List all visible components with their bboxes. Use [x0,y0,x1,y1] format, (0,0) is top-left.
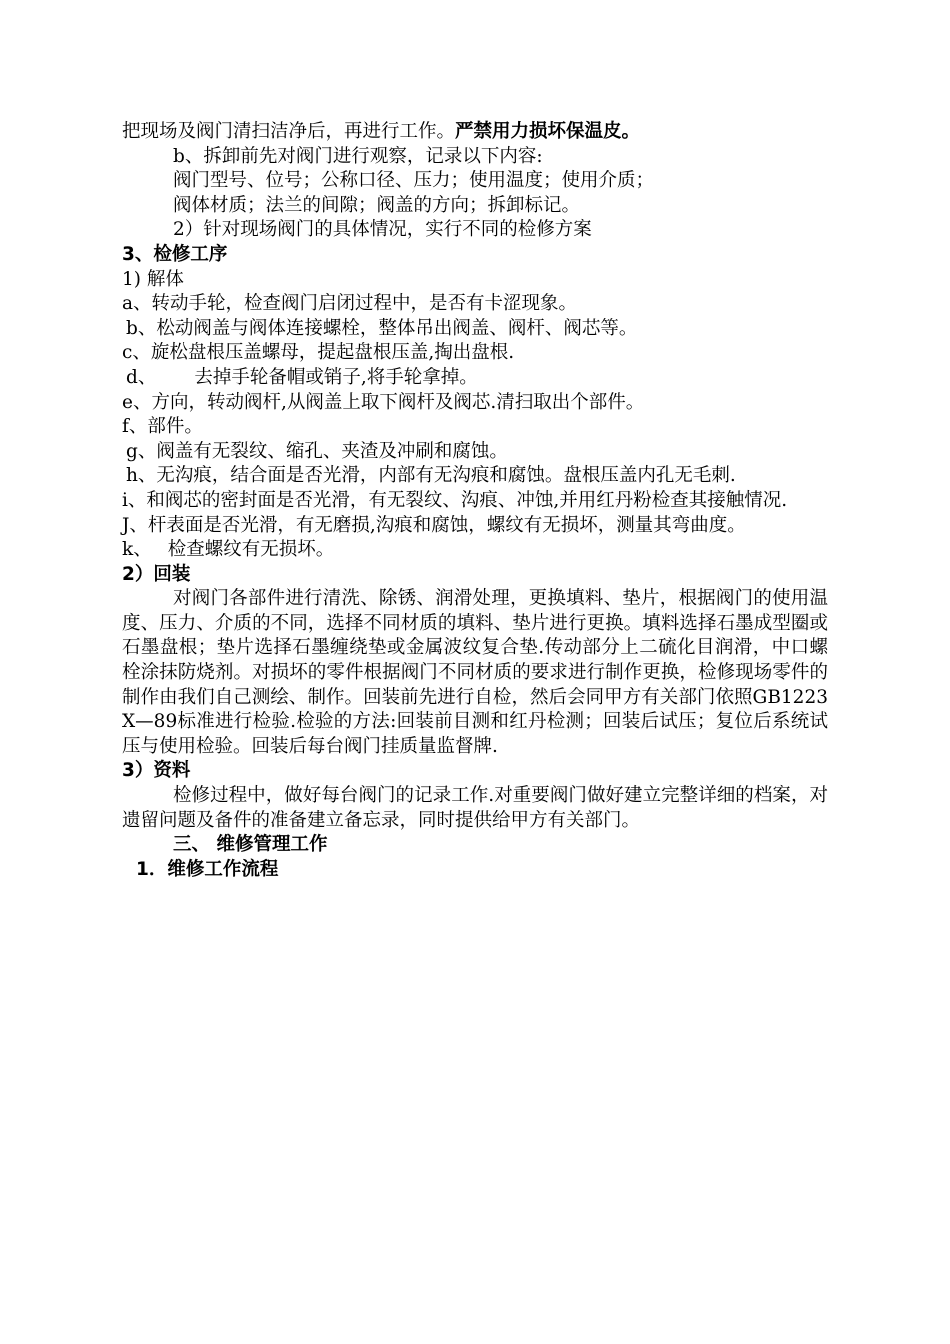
step-k-label: k、 [122,539,152,561]
record-line-2: 阀体材质；法兰的间隙；阀盖的方向；拆卸标记。 [173,194,581,216]
record-line-1: 阀门型号、位号；公称口径、压力；使用温度；使用介质； [173,170,655,192]
step-b: b、松动阀盖与阀体连接螺栓，整体吊出阀盖、阀杆、阀芯等。 [126,317,638,339]
step-k-text: 检查螺纹有无损坏。 [167,539,335,561]
intro-line-1 [122,120,828,145]
observe-item: b、拆卸前先对阀门进行观察，记录以下内容: [173,145,543,167]
step-c: c、旋松盘根压盖螺母，提起盘根压盖,掏出盘根. [122,342,515,364]
step-g: g、阀盖有无裂纹、缩孔、夹渣及冲刷和腐蚀。 [126,440,508,462]
step-k [122,538,828,563]
subsection-reassembly: 2）回装 [122,563,191,585]
step-a: a、转动手轮，检查阀门启闭过程中，是否有卡涩现象。 [122,293,578,315]
workflow-heading: 1．维修工作流程 [136,858,279,880]
chapter-heading: 三、 维修管理工作 [173,834,328,856]
reassembly-paragraph: 对阀门各部件进行清洗、除锈、润滑处理，更换填料、垫片，根据阀门的使用温度、压力、介质的不同，选择不同材质的填料、垫片进行更换。填料选择石墨成型圈或石墨盘根；垫片选择石墨缠绕垫或金属波纹复合垫.传动部分上二硫化目润滑，中口螺栓涂抹防烧剂。对损坏的零件根据阀门不同材质的要求进行制作更换，检修现场零件的制作由我们自己测绘、制作。回装前先进行自检，然后会同甲方有关部门依照GB1223X—89标准进行检验.检验的方法:回装前目测和红丹检测；回装后试压；复位后系统试压与使用检验。回装后每台阀门挂质量监督牌. [122,588,828,757]
step-j: J、杆表面是否光滑，有无磨损,沟痕和腐蚀，螺纹有无损坏，测量其弯曲度。 [122,514,746,536]
subsection-records: 3）资料 [122,760,191,782]
step-d-text: 去掉手轮备帽或销子,将手轮拿掉。 [194,366,478,388]
step-d [122,366,828,391]
step-f: f、部件。 [122,416,203,438]
document-page [122,120,828,882]
step-i: i、和阀芯的密封面是否光滑，有无裂纹、沟痕、冲蚀,并用红丹粉检查其接触情况. [122,489,788,511]
subsection-disassembly: 1) 解体 [122,268,184,290]
records-paragraph: 检修过程中，做好每台阀门的记录工作.对重要阀门做好建立完整详细的档案，对遗留问题及备件的准备建立备忘录，同时提供给甲方有关部门。 [122,785,828,831]
section-heading: 3、检修工序 [122,243,228,265]
intro-text: 把现场及阀门清扫洁净后，再进行工作。 [122,121,456,142]
intro-warning: 严禁用力损坏保温皮。 [455,121,641,142]
plan-item: 2）针对现场阀门的具体情况，实行不同的检修方案 [173,219,592,241]
step-e: e、方向，转动阀杆,从阀盖上取下阀杆及阀芯.清扫取出个部件。 [122,391,645,413]
step-h: h、无沟痕，结合面是否光滑，内部有无沟痕和腐蚀。盘根压盖内孔无毛刺. [126,465,736,487]
step-d-label: d、 [126,366,157,388]
